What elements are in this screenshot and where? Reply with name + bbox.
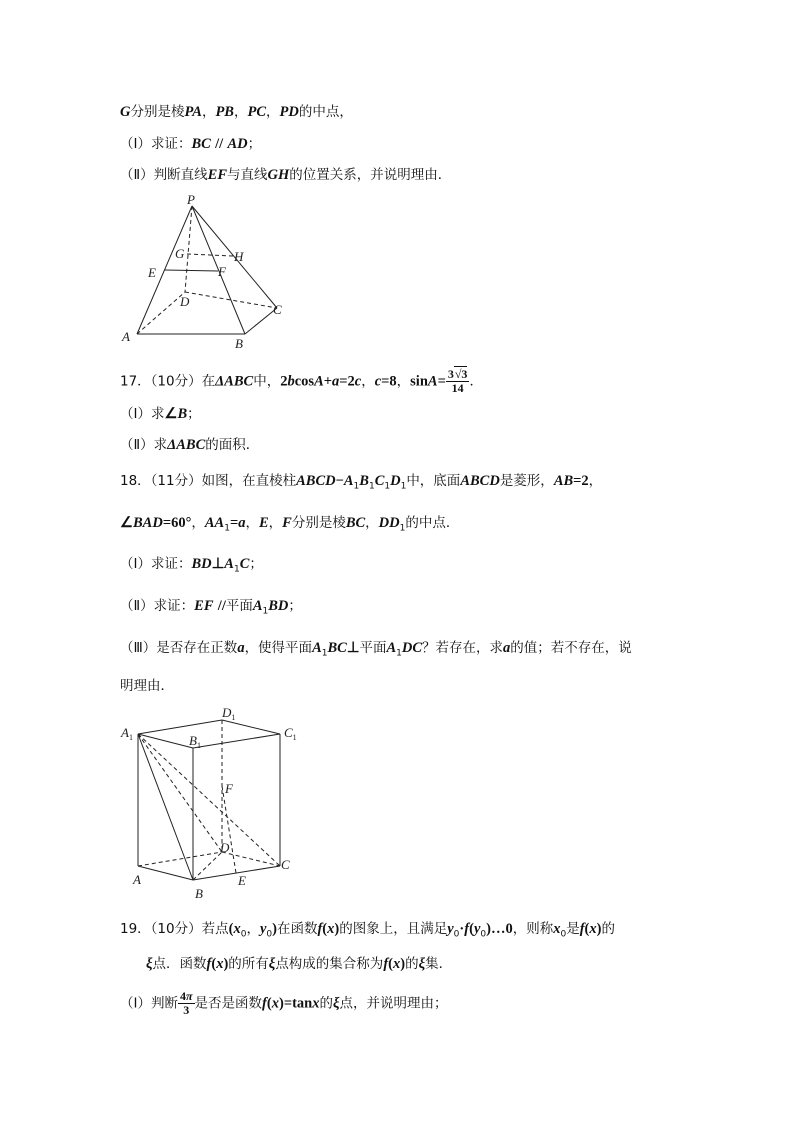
p16-part-ii: （Ⅱ）判断直线EF与直线GH的位置关系，并说明理由． (120, 167, 452, 183)
label-A: A (133, 872, 141, 887)
segment-A1B (138, 734, 193, 880)
label-F: F (225, 781, 233, 796)
label-H: H (234, 249, 244, 264)
p19-stem-1: 19．（10分）若点($x_0$，$y_0$)在函数f(x)的图象上，且满足$y_0\cdot f(y_0)\dots 0$，则称$x_0$是f(x)的 (120, 921, 615, 940)
edge-A1D1 (138, 720, 222, 734)
label-D: D (220, 840, 230, 855)
p16-points-line: G分别是棱PA，PB，PC，PD的中点， (120, 104, 353, 120)
label-C: C (273, 302, 282, 317)
p18-part-iii-1: （Ⅲ）是否存在正数a，使得平面$A_1BC\perp$平面$A_1DC$？若存在，求a的值；若不存在，说 (120, 640, 632, 659)
p18-part-i: （Ⅰ）求证：$BD\perp A_1C$； (120, 556, 263, 575)
p16-part-i: （Ⅰ）求证：BC // AD； (120, 136, 262, 152)
segment-EF (222, 786, 236, 873)
p19-part-i: （Ⅰ）判断 $\frac{4\pi}{3}$ 是否是函数f(x)=tanx的ξ点，并说明理由； (120, 989, 448, 1017)
p17-part-i: （Ⅰ）求∠B； (120, 406, 201, 422)
label-A: A (122, 329, 130, 344)
p18-stem-2: ∠BAD=60°，$AA_1=a$，E，F分别是棱BC，$DD_1$的中点． (120, 515, 460, 534)
edge-DC (222, 852, 280, 866)
edge-B1C1 (193, 734, 280, 748)
edge-BC (193, 866, 280, 880)
label-G: G (175, 246, 185, 261)
segment-EF (165, 270, 218, 271)
label-C: C (281, 857, 290, 872)
label-E: E (238, 873, 246, 888)
fraction-3root3-over-14: $\frac{3√3}{14}$ (447, 367, 468, 395)
label-B: B (235, 336, 243, 351)
prism-figure (118, 700, 308, 905)
edge-AB (138, 866, 193, 880)
p18-part-iii-2: 明理由． (120, 678, 174, 694)
fraction-4pi-over-3: $\frac{4\pi}{3}$ (179, 989, 193, 1017)
label-B1: $B_1$ (189, 733, 201, 750)
label-D1: $D_1$ (222, 705, 236, 722)
segment-A1D (138, 734, 222, 852)
label-P: P (187, 192, 195, 207)
label-F: F (218, 264, 226, 279)
segment-A1C (138, 734, 280, 866)
p18-part-ii: （Ⅱ）求证：EF //平面$A_1BD$； (120, 598, 302, 617)
label-E: E (148, 265, 156, 280)
label-A1: $A_1$ (121, 725, 133, 742)
pyramid-figure (115, 192, 295, 354)
p17-stem: 17．（10分）在ΔABC中，2bcosA+a=2c，c=8，sinA= $\frac{3√3}{14}$ ． (120, 367, 483, 395)
label-C1: $C_1$ (284, 725, 297, 742)
segment-GH (187, 254, 233, 256)
label-B: B (195, 886, 203, 901)
p18-stem-1: 18．（11分）如图，在直棱柱$ABCD-A_1B_1C_1D_1$中，底面ABCD是菱形，AB=2， (120, 473, 603, 492)
edge-AD (137, 292, 185, 334)
p19-stem-2: ξ点．函数f(x)的所有ξ点构成的集合称为f(x)的ξ集． (146, 956, 453, 972)
p17-part-ii: （Ⅱ）求ΔABC的面积． (120, 437, 260, 453)
label-D: D (180, 294, 190, 309)
edge-D1C1 (222, 720, 280, 734)
